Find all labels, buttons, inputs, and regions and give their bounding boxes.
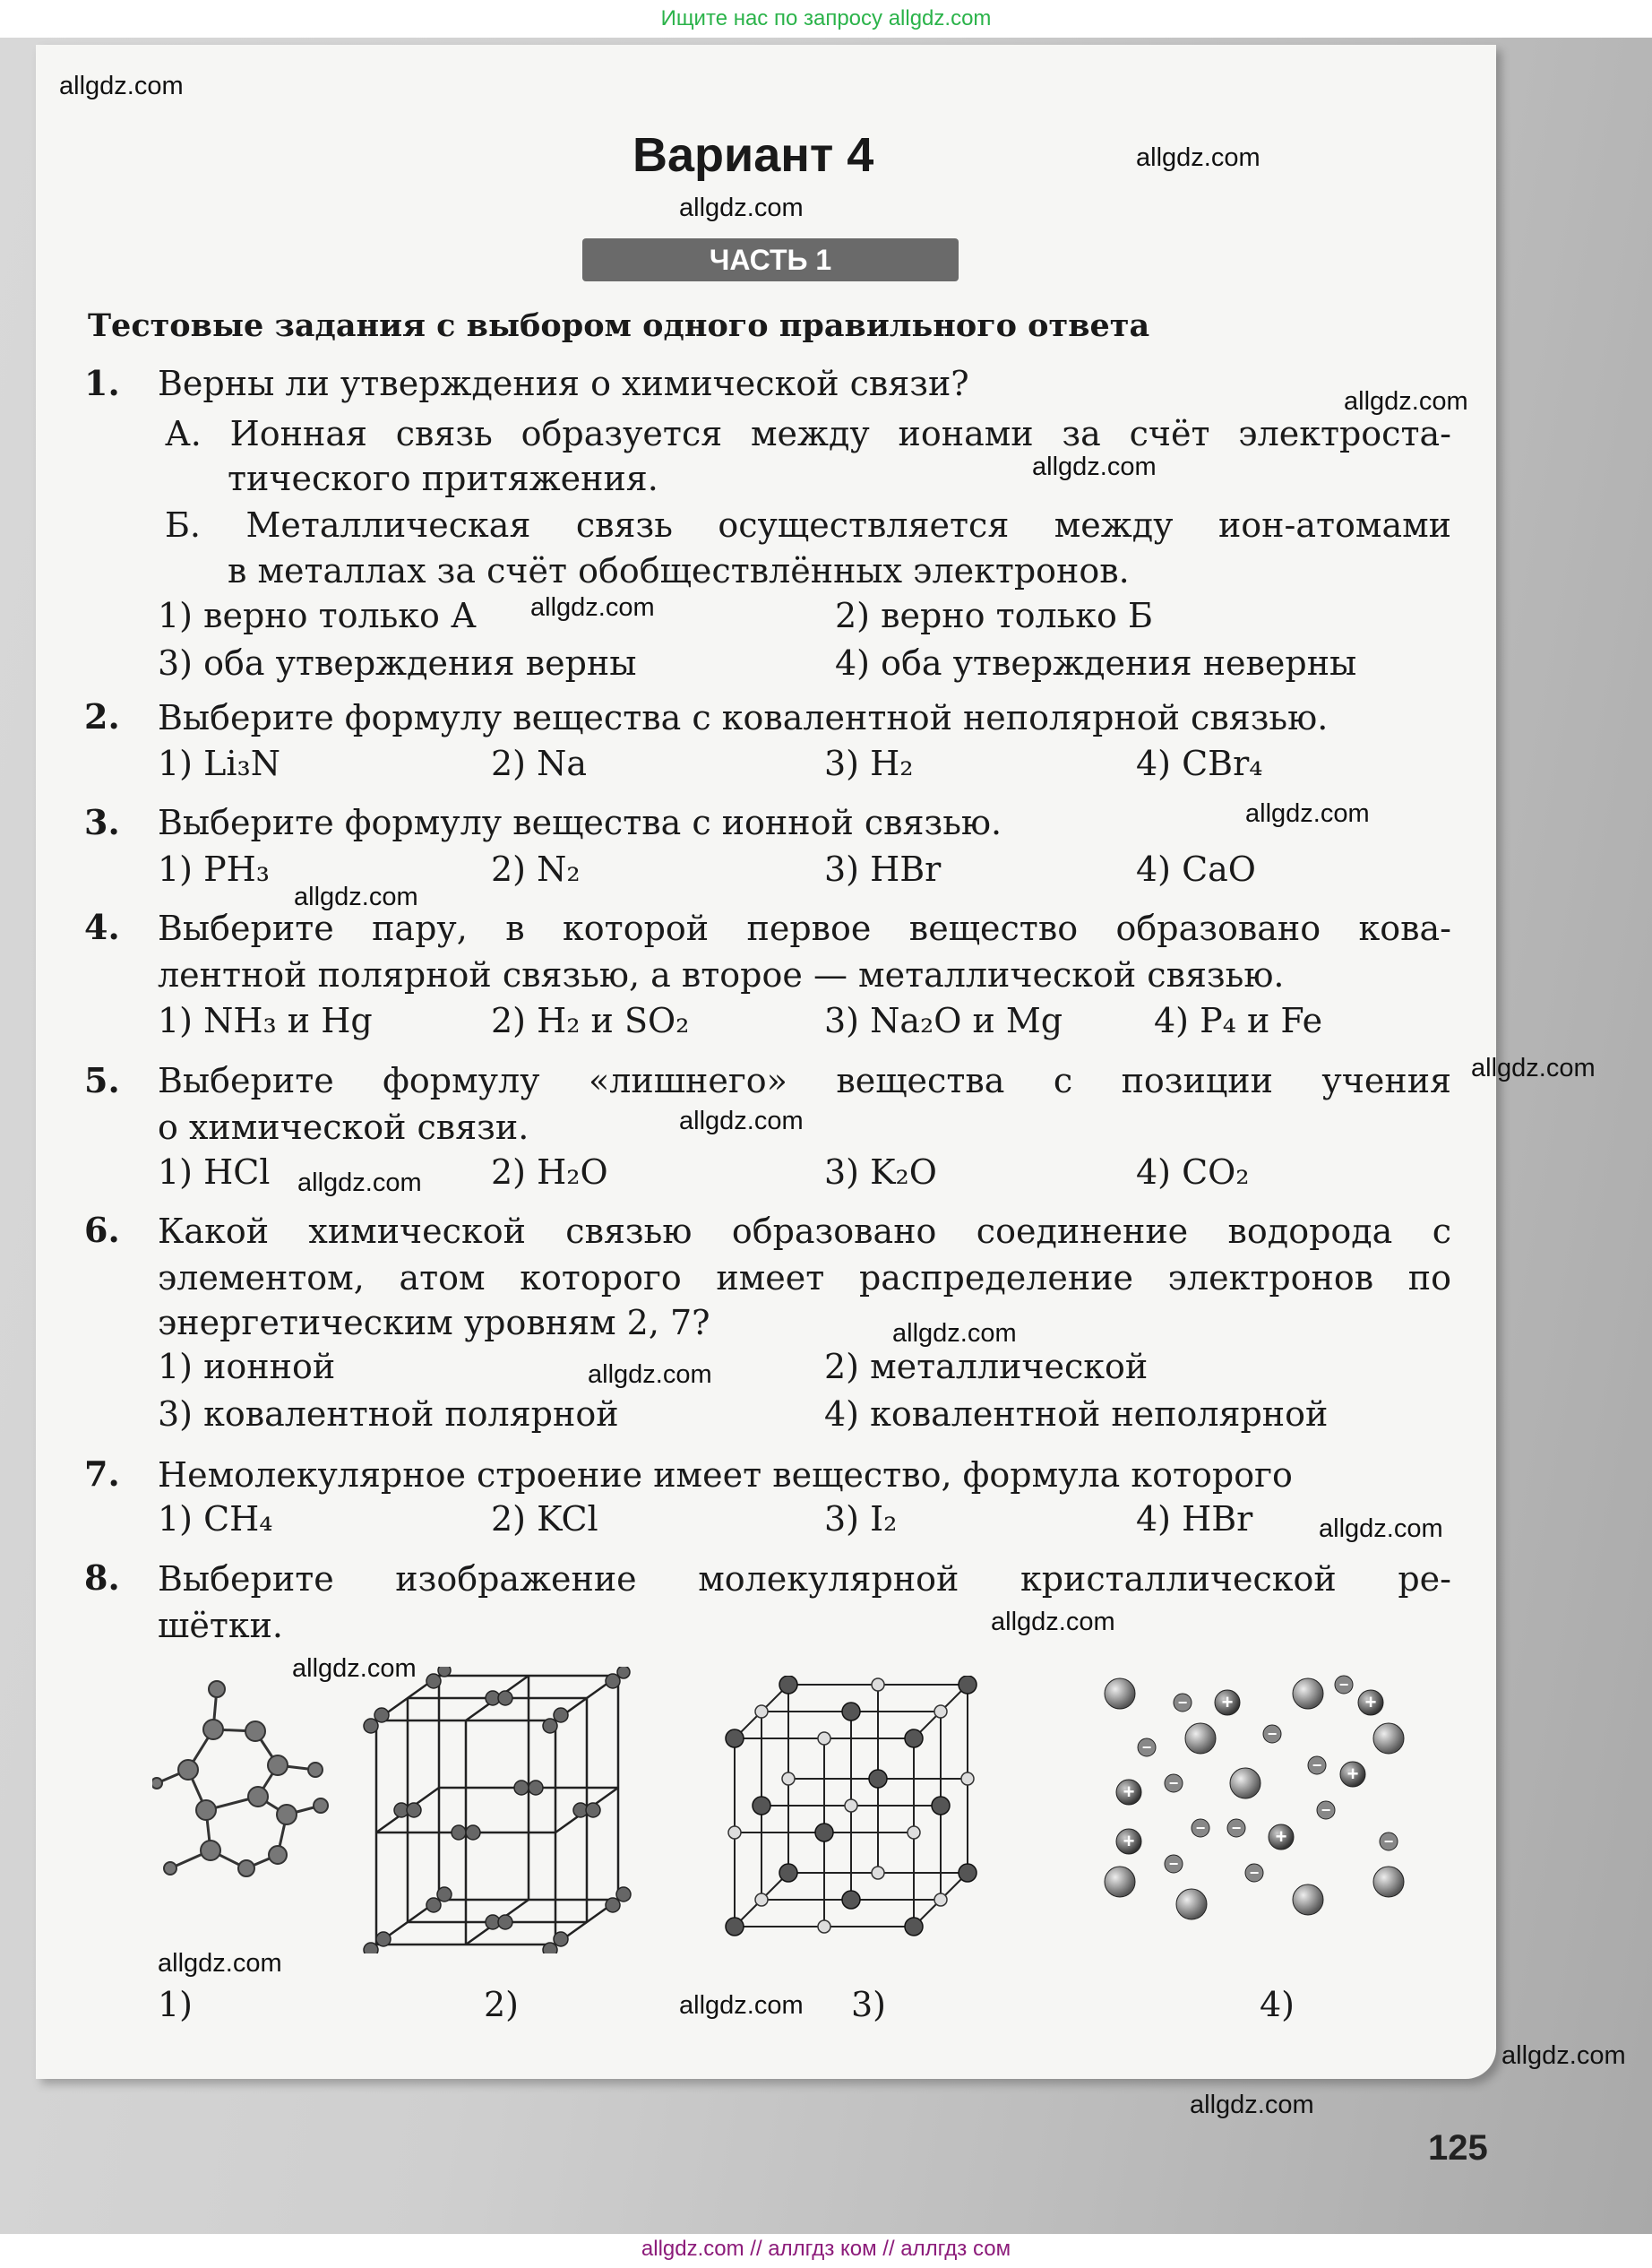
q5-option-4[interactable]: 4) CO₂: [1136, 1152, 1250, 1192]
question-3-text: Выберите формулу вещества с ионной связью.: [158, 803, 1002, 842]
anion-sign: −: [1249, 1864, 1260, 1882]
question-4-number: 4.: [84, 907, 120, 947]
q7-option-3[interactable]: 3) I₂: [824, 1499, 898, 1539]
question-5-text-cont: о химической связи.: [158, 1108, 529, 1147]
watermark: allgdz.com: [588, 1360, 712, 1389]
watermark: allgdz.com: [679, 1107, 804, 1135]
q5-option-2[interactable]: 2) H₂O: [491, 1152, 608, 1192]
question-6-text-cont1: элементом, атом которого имеет распределение электронов по: [158, 1258, 1451, 1298]
watermark: allgdz.com: [1190, 2091, 1314, 2119]
question-7-text: Немолекулярное строение имеет вещество, формула которого: [158, 1455, 1293, 1495]
question-1-statement-a: А. Ионная связь образуется между ионами за счёт электроста-: [165, 414, 1451, 453]
question-3-number: 3.: [84, 802, 120, 842]
q3-option-3[interactable]: 3) HBr: [824, 849, 942, 889]
question-6-text-cont2: энергетическим уровням 2, 7?: [158, 1303, 710, 1342]
question-8-number: 8.: [84, 1557, 120, 1598]
q1-option-4[interactable]: 4) оба утверждения неверны: [835, 643, 1357, 683]
question-6-number: 6.: [84, 1210, 120, 1250]
watermark: allgdz.com: [292, 1654, 417, 1683]
anion-sign: −: [1267, 1725, 1278, 1743]
cation-sign: +: [1364, 1691, 1377, 1713]
anion-sign: −: [1383, 1833, 1394, 1850]
q6-option-1[interactable]: 1) ионной: [158, 1347, 336, 1386]
page-number: 125: [1428, 2128, 1488, 2168]
question-8-text: Выберите изображение молекулярной кристаллической ре-: [158, 1559, 1451, 1599]
question-2-text: Выберите формулу вещества с ковалентной неполярной связью.: [158, 698, 1329, 737]
question-5-number: 5.: [84, 1060, 120, 1100]
anion-sign: −: [1338, 1676, 1349, 1694]
molecular-lattice-image: [358, 1667, 636, 1953]
variant-title: Вариант 4: [632, 128, 874, 182]
watermark: allgdz.com: [679, 1991, 804, 2020]
anion-sign: −: [1231, 1819, 1242, 1837]
question-1-text: Верны ли утверждения о химической связи?: [158, 364, 969, 403]
watermark: allgdz.com: [297, 1168, 422, 1197]
q2-option-3[interactable]: 3) H₂: [824, 744, 914, 783]
cation-sign: +: [1275, 1825, 1287, 1848]
top-banner: Ищите нас по запросу allgdz.com: [660, 6, 992, 30]
question-5-text: Выберите формулу «лишнего» вещества с позиции учения: [158, 1061, 1451, 1100]
watermark: allgdz.com: [1032, 453, 1157, 481]
cation-sign: +: [1221, 1691, 1234, 1713]
q6-option-3[interactable]: 3) ковалентной полярной: [158, 1394, 619, 1434]
q7-option-1[interactable]: 1) CH₄: [158, 1499, 273, 1539]
question-2-number: 2.: [84, 696, 120, 737]
ionic-lattice-image: [1093, 1667, 1415, 1936]
q3-option-4[interactable]: 4) CaO: [1136, 849, 1256, 889]
watermark: allgdz.com: [294, 883, 418, 911]
watermark: allgdz.com: [158, 1949, 282, 1978]
q1-option-3[interactable]: 3) оба утверждения верны: [158, 643, 637, 683]
q4-option-2[interactable]: 2) H₂ и SO₂: [491, 1001, 690, 1040]
atomic-lattice-image: [717, 1676, 985, 1945]
question-1-statement-b: Б. Металлическая связь осуществляется между ион-атомами: [165, 505, 1451, 545]
q2-option-4[interactable]: 4) CBr₄: [1136, 744, 1263, 783]
q1-option-2[interactable]: 2) верно только Б: [835, 596, 1153, 635]
question-4-text: Выберите пару, в которой первое вещество образовано кова-: [158, 909, 1451, 948]
q7-option-4[interactable]: 4) HBr: [1136, 1499, 1253, 1539]
q2-option-2[interactable]: 2) Na: [491, 744, 587, 783]
q3-option-1[interactable]: 1) PH₃: [158, 849, 271, 889]
q6-option-2[interactable]: 2) металлической: [824, 1347, 1149, 1386]
anion-sign: −: [1312, 1756, 1322, 1774]
anion-sign: −: [1168, 1774, 1179, 1792]
anion-sign: −: [1168, 1855, 1179, 1873]
bottom-banner: allgdz.com // аллгдз ком // аллгдз сом: [641, 2237, 1011, 2261]
watermark: allgdz.com: [1344, 387, 1468, 416]
anion-sign: −: [1321, 1801, 1331, 1819]
q1-option-1[interactable]: 1) верно только А: [158, 596, 477, 635]
question-1-statement-b-cont: в металлах за счёт обобществлённых электронов.: [228, 551, 1130, 591]
watermark: allgdz.com: [1471, 1054, 1596, 1082]
q2-option-1[interactable]: 1) Li₃N: [158, 744, 280, 783]
anion-sign: −: [1195, 1819, 1206, 1837]
q8-option-3[interactable]: 3): [851, 1985, 887, 2024]
watermark: allgdz.com: [1136, 143, 1261, 172]
question-8-text-cont: шётки.: [158, 1606, 283, 1645]
q8-option-1[interactable]: 1): [158, 1985, 194, 2024]
q4-option-4[interactable]: 4) P₄ и Fe: [1154, 1001, 1323, 1040]
watermark: allgdz.com: [1501, 2041, 1626, 2070]
question-6-text: Какой химической связью образовано соединение водорода с: [158, 1212, 1451, 1251]
part-label: ЧАСТЬ 1: [582, 238, 959, 281]
watermark: allgdz.com: [59, 72, 184, 100]
q4-option-3[interactable]: 3) Na₂O и Mg: [824, 1001, 1063, 1040]
q8-option-4[interactable]: 4): [1260, 1985, 1295, 2024]
q7-option-2[interactable]: 2) KCl: [491, 1499, 598, 1539]
q3-option-2[interactable]: 2) N₂: [491, 849, 581, 889]
q6-option-4[interactable]: 4) ковалентной неполярной: [824, 1394, 1329, 1434]
molecule-structure-image: [152, 1676, 331, 1891]
question-1-statement-a-cont: тического притяжения.: [228, 459, 658, 498]
cation-sign: +: [1347, 1763, 1359, 1785]
anion-sign: −: [1177, 1694, 1188, 1712]
q5-option-3[interactable]: 3) K₂O: [824, 1152, 937, 1192]
watermark: allgdz.com: [530, 593, 655, 622]
q4-option-1[interactable]: 1) NH₃ и Hg: [158, 1001, 373, 1040]
watermark: allgdz.com: [991, 1608, 1115, 1636]
watermark: allgdz.com: [1319, 1514, 1443, 1543]
question-4-text-cont: лентной полярной связью, а второе — металлической связью.: [158, 955, 1285, 995]
cation-sign: +: [1123, 1781, 1135, 1803]
section-heading: Тестовые задания с выбором одного правильного ответа: [88, 307, 1150, 344]
watermark: allgdz.com: [1245, 799, 1370, 828]
q8-option-2[interactable]: 2): [484, 1985, 520, 2024]
watermark: allgdz.com: [679, 194, 804, 222]
cation-sign: +: [1123, 1830, 1135, 1852]
question-7-number: 7.: [84, 1453, 120, 1494]
watermark: allgdz.com: [892, 1319, 1017, 1348]
question-1-number: 1.: [84, 363, 120, 403]
q5-option-1[interactable]: 1) HCl: [158, 1152, 271, 1192]
anion-sign: −: [1141, 1738, 1152, 1756]
